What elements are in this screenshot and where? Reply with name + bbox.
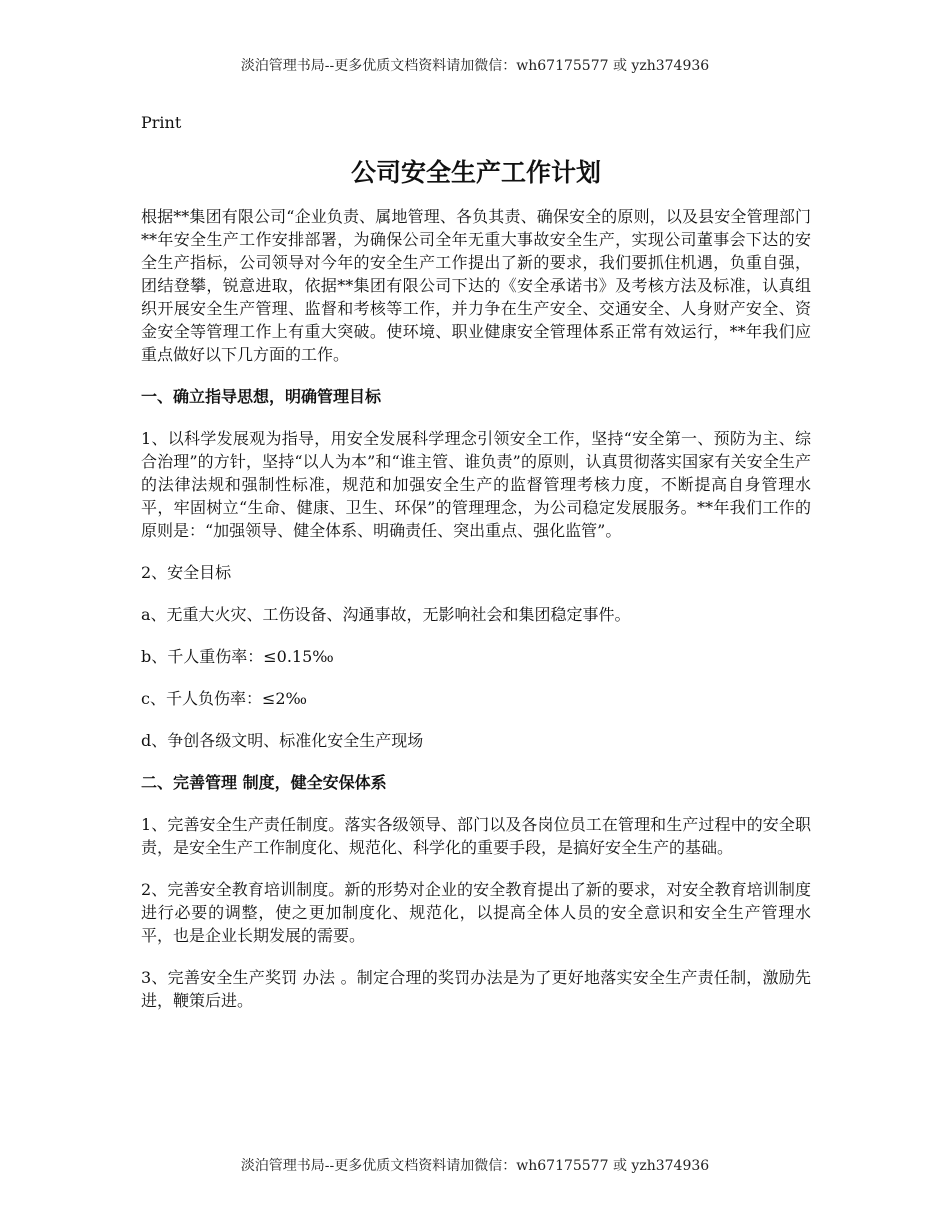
intro-paragraph: 根据**集团有限公司“企业负责、属地管理、各负其责、确保安全的原则，以及县安全管理部门**年安全生产工作安排部署，为确保公司全年无重大事故安全生产，实现公司董事会下达的安全生产指标，公司领导对今年的安全生产工作提出了新的要求，我们要抓住机遇，负重自强，团结登攀，锐意进取，依据**集团有限公司下达的《安全承诺书》及考核方法及标准，认真组织开展安全生产管理、监督和考核等工作，并力争在生产安全、交通安全、人身财产安全、资金安全等管理工作上有重大突破。使环境、职业健康安全管理体系正常有效运行，**年我们应重点做好以下几方面的工作。 [141,207,811,364]
page-footer: 淡泊管理书局--更多优质文档资料请加微信：wh67175577 或 yzh374936 [240,1158,710,1174]
safety-target-d: d、争创各级文明、标准化安全生产现场 [141,731,424,750]
section-2-heading: 二、完善管理 制度，健全安保体系 [141,773,387,792]
safety-target-b: b、千人重伤率：≤0.15‰ [141,647,334,666]
section-2-paragraph-1: 1、完善安全生产责任制度。落实各级领导、部门以及各岗位员工在管理和生产过程中的安全职责，是安全生产工作制度化、规范化、科学化的重要手段，是搞好安全生产的基础。 [141,815,811,857]
section-1-paragraph-1: 1、以科学发展观为指导，用安全发展科学理念引领安全工作，坚持“安全第一、预防为主、综合治理”的方针，坚持“以人为本”和“谁主管、谁负责”的原则，认真贯彻落实国家有关安全生产的法律法规和强制性标准，规范和加强安全生产的监督管理考核力度，不断提高自身管理水平，牢固树立“生命、健康、卫生、环保”的管理理念，为公司稳定发展服务。**年我们工作的原则是：“加强领导、健全体系、明确责任、突出重点、强化监管”。 [141,429,811,540]
document-title: 公司安全生产工作计划 [350,158,601,187]
safety-target-c: c、千人负伤率：≤2‰ [141,689,308,708]
safety-target-a: a、无重大火灾、工伤设备、沟通事故，无影响社会和集团稳定事件。 [141,605,631,624]
document-body [141,113,811,1031]
section-1-paragraph-2: 2、安全目标 [141,563,232,582]
section-2-paragraph-3: 3、完善安全生产奖罚 办法 。制定合理的奖罚办法是为了更好地落实安全生产责任制，激励先进，鞭策后进。 [141,968,811,1010]
print-label: Print [141,113,182,132]
page-header: 淡泊管理书局--更多优质文档资料请加微信：wh67175577 或 yzh374936 [240,58,710,74]
section-1-heading: 一、确立指导思想，明确管理目标 [141,387,382,406]
section-2-paragraph-2: 2、完善安全教育培训制度。新的形势对企业的安全教育提出了新的要求，对安全教育培训制度进行必要的调整，使之更加制度化、规范化，以提高全体人员的安全意识和安全生产管理水平，也是企业长期发展的需要。 [141,880,811,945]
